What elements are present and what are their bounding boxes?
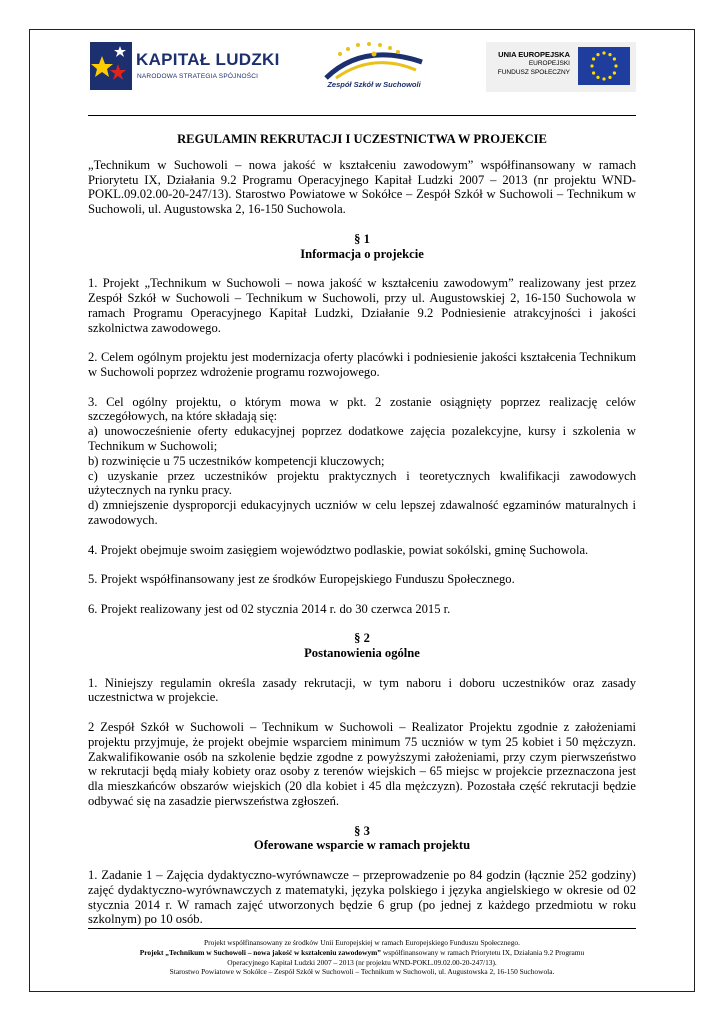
footer-project-name: Projekt „Technikum w Suchowoli – nowa jakość w kształceniu zawodowym”	[139, 947, 382, 957]
section-1-title: Informacja o projekcie	[300, 246, 424, 261]
section-1-point-3-d: d) zmniejszenie dysproporcji edukacyjnych uczniów w celu lepszej zdawalność egzaminów maturalnych i zawodowych.	[88, 498, 636, 527]
section-1-point-4: 4. Projekt obejmuje swoim zasięgiem województwo podlaskie, powiat sokólski, gminę Suchowola.	[88, 542, 589, 557]
footer-divider	[88, 928, 636, 929]
eu-logo-text	[498, 50, 570, 77]
section-2-title: Postanowienia ogólne	[304, 646, 420, 661]
kapital-ludzki-title: KAPITAŁ LUDZKI	[136, 50, 280, 69]
section-2-heading	[88, 631, 636, 661]
section-1-number: § 1	[354, 231, 370, 246]
section-3-title: Oferowane wsparcie w ramach projektu	[253, 838, 471, 853]
eu-line-2: EUROPEJSKI	[528, 60, 570, 67]
eu-line-3: FUNDUSZ SPOŁECZNY	[497, 69, 570, 76]
footer-line-4: Starostwo Powiatowe w Sokółce – Zespół Szkół w Suchowoli – Technikum w Suchowoli, ul. Augustowska 2, 16-150 Suchowola.	[169, 967, 555, 977]
footer-line-3: Operacyjnego Kapitał Ludzki 2007 – 2013 (nr projektu WND-POKL.09.02.00-20-247/13).	[227, 957, 497, 967]
school-swoosh-icon	[318, 40, 428, 82]
header-logos	[88, 40, 636, 98]
school-logo-text: Zespół Szkół w Suchowoli	[327, 80, 421, 89]
section-3-heading	[88, 824, 636, 854]
header-divider	[88, 115, 636, 116]
kapital-ludzki-logo	[88, 42, 280, 92]
eu-flag-icon	[578, 47, 630, 85]
footer-line-2	[88, 948, 636, 958]
section-1-point-3-b: b) rozwinięcie u 75 uczestników kompetencji kluczowych;	[88, 453, 385, 468]
eu-line-1: UNIA EUROPEJSKA	[498, 50, 570, 59]
section-3-number: § 3	[354, 823, 370, 838]
section-1-point-6: 6. Projekt realizowany jest od 02 stycznia 2014 r. do 30 czerwca 2015 r.	[88, 601, 451, 616]
section-2-point-1: 1. Niniejszy regulamin określa zasady rekrutacji, w tym naboru i doboru uczestników oraz zasady uczestnictwa w projekcie.	[88, 675, 636, 705]
kapital-ludzki-star-icon	[90, 42, 132, 90]
kapital-ludzki-subtitle: NARODOWA STRATEGIA SPÓJNOŚCI	[137, 73, 259, 80]
school-logo	[318, 40, 428, 96]
page-footer	[88, 938, 636, 977]
document-title: REGULAMIN REKRUTACJI I UCZESTNICTWA W PROJEKCIE	[177, 132, 547, 146]
section-1-heading	[88, 232, 636, 262]
footer-line-2-rest: współfinansowany w ramach Priorytetu IX, Działania 9.2 Programu	[381, 947, 585, 957]
section-1-point-2: 2. Celem ogólnym projektu jest modernizacja oferty placówki i podniesienie jakości kształcenia Technikum w Suchowoli poprzez wdrożenie programu rozwojowego.	[88, 350, 636, 379]
section-2-number: § 2	[354, 631, 370, 646]
eu-logo	[486, 42, 636, 92]
document-body	[88, 132, 636, 942]
section-1-point-3-a: a) unowocześnienie oferty edukacyjnej poprzez dodatkowe zajęcia pozalekcyjne, kursy i szkolenia w Technikum w Suchowoli;	[88, 424, 636, 453]
section-1-point-3-intro: 3. Cel ogólny projektu, o którym mowa w pkt. 2 zostanie osiągnięty poprzez realizację celów szczegółowych, na które składają się:	[88, 394, 636, 424]
intro-paragraph: „Technikum w Suchowoli – nowa jakość w kształceniu zawodowym” współfinansowany w ramach Priorytetu IX, Działania 9.2 Programu Operacyjnego Kapitał Ludzki 2007 – 2013 (nr projektu WND-POKL.09.02.00-20-247/13). Starostwo Powiatowe w Sokółce – Zespół Szkół w Suchowoli – Technikum w Suchowoli, ul. Augustowska 2, 16-150 Suchowola.	[88, 157, 636, 217]
section-3-point-1: 1. Zadanie 1 – Zajęcia dydaktyczno-wyrównawcze – przeprowadzenie po 84 godzin (łącznie 252 godziny) zajęć dydaktyczno-wyrównawczych z matematyki, języka polskiego i języka angielskiego w okresie od 02 stycznia 2014 r. W ramach zajęć utworzonych będzie 6 grup (po jednej z każdego przedmiotu w roku szkolnym) po 10 osób.	[88, 868, 636, 927]
section-1-point-3-c: c) uzyskanie przez uczestników projektu praktycznych i teoretycznych kwalifikacji zawodowych użytecznych na rynku pracy.	[88, 468, 636, 498]
section-1-point-5: 5. Projekt współfinansowany jest ze środków Europejskiego Funduszu Społecznego.	[88, 572, 515, 587]
section-2-point-2: 2 Zespół Szkół w Suchowoli – Technikum w Suchowoli – Realizator Projektu zgodnie z założeniami projektu przyjmuje, że projekt obejmie wsparciem minimum 75 uczniów w tym 25 kobiet i 50 mężczyzn. Zakwalifikowanie osób na szkolenie będzie zgodne z powyższymi założeniami, przy czym pierwszeństwo w rekrutacji będą miały kobiety oraz osoby z terenów wiejskich – 65 miejsc w projekcie przeznaczona jest dla mieszkańców obszarów wiejskich (20 dla kobiet i 45 dla mężczyzn). Pozostała część rekrutacji będzie odbywać się na zasadzie pierwszeństwa zgłoszeń.	[88, 720, 636, 809]
footer-line-1: Projekt współfinansowany ze środków Unii Europejskiej w ramach Europejskiego Funduszu Społecznego.	[204, 938, 520, 947]
section-1-point-1: 1. Projekt „Technikum w Suchowoli – nowa jakość w kształceniu zawodowym” realizowany jest przez Zespół Szkół w Suchowoli – Technikum w Suchowoli, przy ul. Augustowskiej 2, 16-150 Suchowola w ramach Programu Operacyjnego Kapitał Ludzki, Działanie 9.2 Podniesienie atrakcyjności i jakości szkolnictwa zawodowego.	[88, 276, 636, 335]
